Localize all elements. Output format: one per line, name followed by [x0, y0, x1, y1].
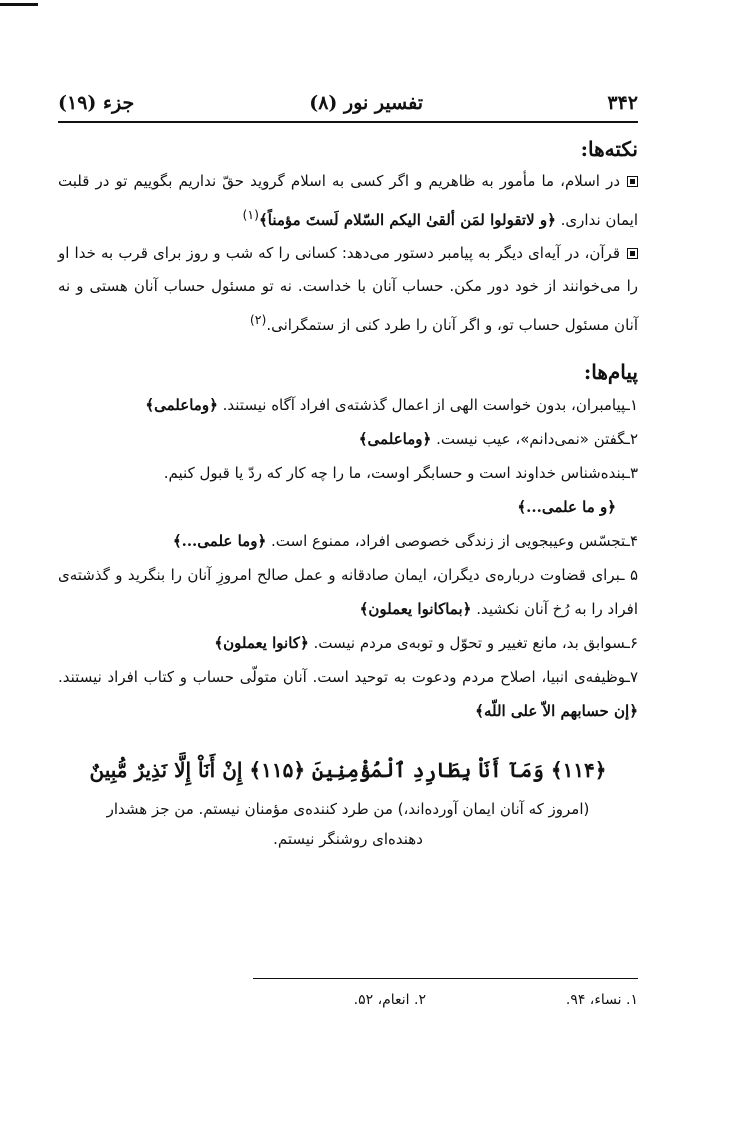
message-number: ۵ ـ: [620, 566, 638, 584]
square-bullet-icon: [627, 176, 638, 187]
message-item: [58, 524, 638, 558]
messages-heading: پیام‌ها:: [583, 360, 638, 384]
message-text: گفتن «نمی‌دانم»، عیب نیست.: [431, 430, 626, 448]
message-number: ۶ـ: [625, 634, 638, 652]
footnote-1: ۱. نساء، ۹۴.: [565, 992, 638, 1008]
top-corner-mark: [0, 3, 38, 6]
message-text: بنده‌شناس خداوند است و حسابگر اوست، ما را چه کار که ردّ یا قبول کنیم.: [163, 464, 626, 482]
note-item: [58, 165, 638, 237]
note-text: قرآن، در آیه‌ای دیگر به پیامبر دستور می‌دهد: کسانی را که شب و روز برای قرب به خدا او را می‌خوانند از خود دور مکن. حساب آنان با خداست. نه تو مسئول حساب آنان هستی و نه آنان مسئول حساب تو، و اگر آنان را طرد کنی از ستمگرانی.: [58, 244, 638, 334]
message-text: وظیفه‌ی انبیا، اصلاح مردم ودعوت به توحید است. آنان متولّی حساب و کتاب افراد نیستند.: [58, 668, 626, 686]
footnote-2: ۲. انعام، ۵۲.: [353, 992, 426, 1008]
message-text: پیامبران، بدون خواست الهی از اعمال گذشته‌ی افراد آگاه نیستند.: [217, 396, 626, 414]
quran-quote: ﴿و لاتقولوا لمَن ألقیٰ الیکم السّلام لَستَ مؤمناً﴾: [258, 211, 556, 229]
part-label: جزء (۱۹): [58, 92, 135, 114]
message-item: [58, 626, 638, 660]
page-number: ۳۴۲: [607, 92, 638, 114]
message-text: برای قضاوت درباره‌ی دیگران، ایمان صادقانه و عمل صالح امروزِ آنان را بنگرید و گذشته‌ی افراد را به رُخ آنان نکشید.: [58, 566, 638, 618]
message-number: ۲ـ: [625, 430, 638, 448]
footnotes: [58, 992, 638, 1016]
message-number: ۷ـ: [625, 668, 638, 686]
message-item: [58, 388, 638, 422]
quran-quote: ﴿وماعلمی﴾: [145, 396, 218, 414]
quran-verse: ﴿۱۱۴﴾ وَمَآ أَنَاْ بِطَارِدِ ٱلْمُؤْمِنِينَ ﴿۱۱۵﴾ إِنْ أَنَاْ إِلَّا نَذِيرٌ مُّبِينٌ: [89, 758, 607, 782]
square-bullet-icon: [627, 248, 638, 259]
footnote-ref: (۱): [242, 207, 259, 222]
page-body: [58, 133, 638, 854]
quran-quote: ﴿إن حسابهم الاّ علی اللّه﴾: [475, 702, 638, 720]
page-header: [58, 92, 638, 120]
quran-quote: ﴿بماکانوا یعملون﴾: [359, 600, 472, 618]
message-number: ۱ـ: [625, 396, 638, 414]
message-number: ۳ـ: [625, 464, 638, 482]
message-item: [58, 422, 638, 456]
message-text: تجسّس وعیبجویی از زندگی خصوصی افراد، ممنوع است.: [266, 532, 626, 550]
quran-quote: ﴿وما علمی...﴾: [172, 532, 267, 550]
footnote-ref: (۲): [249, 312, 267, 327]
note-item: [58, 237, 638, 342]
book-title: تفسیر نور (۸): [309, 92, 423, 114]
header-divider: [58, 121, 638, 123]
notes-heading: نکته‌ها:: [580, 137, 638, 161]
note-text: در اسلام، ما مأمور به ظاهریم و اگر کسی به اسلام گروید حقّ نداریم بگوییم تو در قلبت ایمان نداری.: [58, 172, 638, 229]
message-item: [58, 558, 638, 626]
verse-translation: (امروز که آنان ایمان آورده‌اند،) من طرد کننده‌ی مؤمنان نیستم. من جز هشدار دهنده‌ای روشنگر نیستم.: [106, 800, 590, 848]
footnote-divider: [253, 978, 638, 979]
message-item: [58, 660, 638, 728]
quran-quote: ﴿وماعلمی﴾: [358, 430, 432, 448]
message-item: [58, 456, 638, 524]
message-text: سوابق بد، مانع تغییر و تحوّل و توبه‌ی مردم نیست.: [308, 634, 626, 652]
message-number: ۴ـ: [625, 532, 638, 550]
quran-quote: ﴿و ما علمی...﴾: [517, 498, 616, 516]
quran-quote: ﴿کانوا یعملون﴾: [214, 634, 309, 652]
